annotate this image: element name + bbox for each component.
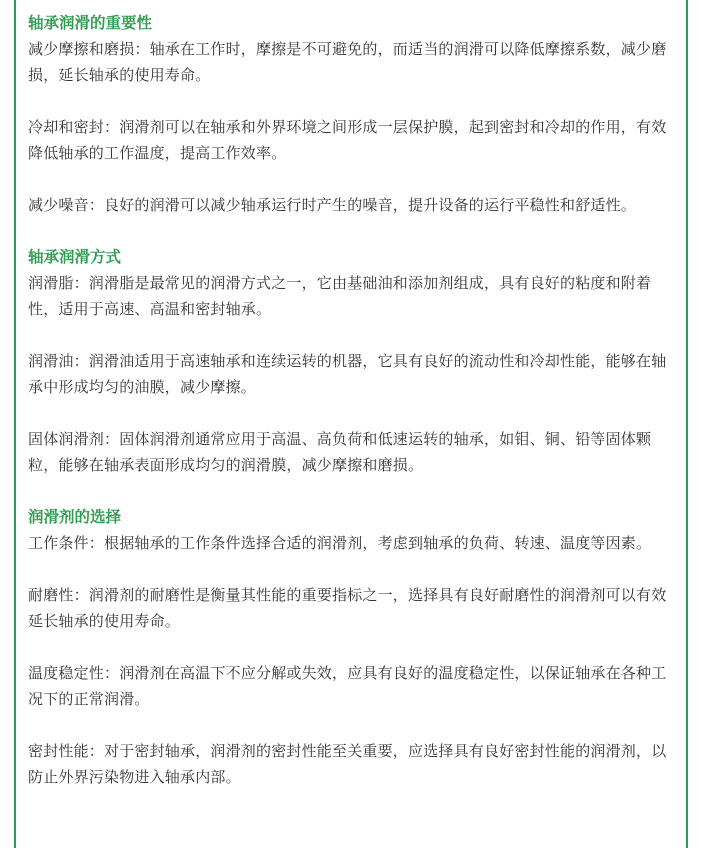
paragraph: 密封性能：对于密封轴承，润滑剂的密封性能至关重要，应选择具有良好密封性能的润滑剂，以防止外界污染物进入轴承内部。	[28, 742, 667, 786]
section-selection	[28, 504, 678, 790]
paragraph: 减少噪音：良好的润滑可以减少轴承运行时产生的噪音，提升设备的运行平稳性和舒适性。	[28, 196, 637, 214]
paragraph: 温度稳定性：润滑剂在高温下不应分解或失效，应具有良好的温度稳定性，以保证轴承在各种工况下的正常润滑。	[28, 664, 667, 708]
section-heading: 轴承润滑方式	[28, 248, 122, 266]
paragraph: 耐磨性：润滑剂的耐磨性是衡量其性能的重要指标之一，选择具有良好耐磨性的润滑剂可以有效延长轴承的使用寿命。	[28, 586, 667, 630]
paragraph: 冷却和密封：润滑剂可以在轴承和外界环境之间形成一层保护膜，起到密封和冷却的作用，有效降低轴承的工作温度，提高工作效率。	[28, 118, 667, 162]
section-importance	[28, 10, 678, 218]
paragraph: 润滑油：润滑油适用于高速轴承和连续运转的机器，它具有良好的流动性和冷却性能，能够在轴承中形成均匀的油膜，减少摩擦。	[28, 352, 667, 396]
section-methods	[28, 244, 678, 478]
section-heading: 润滑剂的选择	[28, 508, 122, 526]
article-body	[28, 10, 678, 790]
paragraph: 工作条件：根据轴承的工作条件选择合适的润滑剂，考虑到轴承的负荷、转速、温度等因素。	[28, 534, 652, 552]
paragraph: 固体润滑剂：固体润滑剂通常应用于高温、高负荷和低速运转的轴承，如钼、铜、铅等固体颗粒，能够在轴承表面形成均匀的润滑膜，减少摩擦和磨损。	[28, 430, 652, 474]
section-heading: 轴承润滑的重要性	[28, 14, 153, 32]
paragraph: 减少摩擦和磨损：轴承在工作时，摩擦是不可避免的，而适当的润滑可以降低摩擦系数，减少磨损，延长轴承的使用寿命。	[28, 40, 667, 84]
paragraph: 润滑脂：润滑脂是最常见的润滑方式之一，它由基础油和添加剂组成，具有良好的粘度和附着性，适用于高速、高温和密封轴承。	[28, 274, 652, 318]
